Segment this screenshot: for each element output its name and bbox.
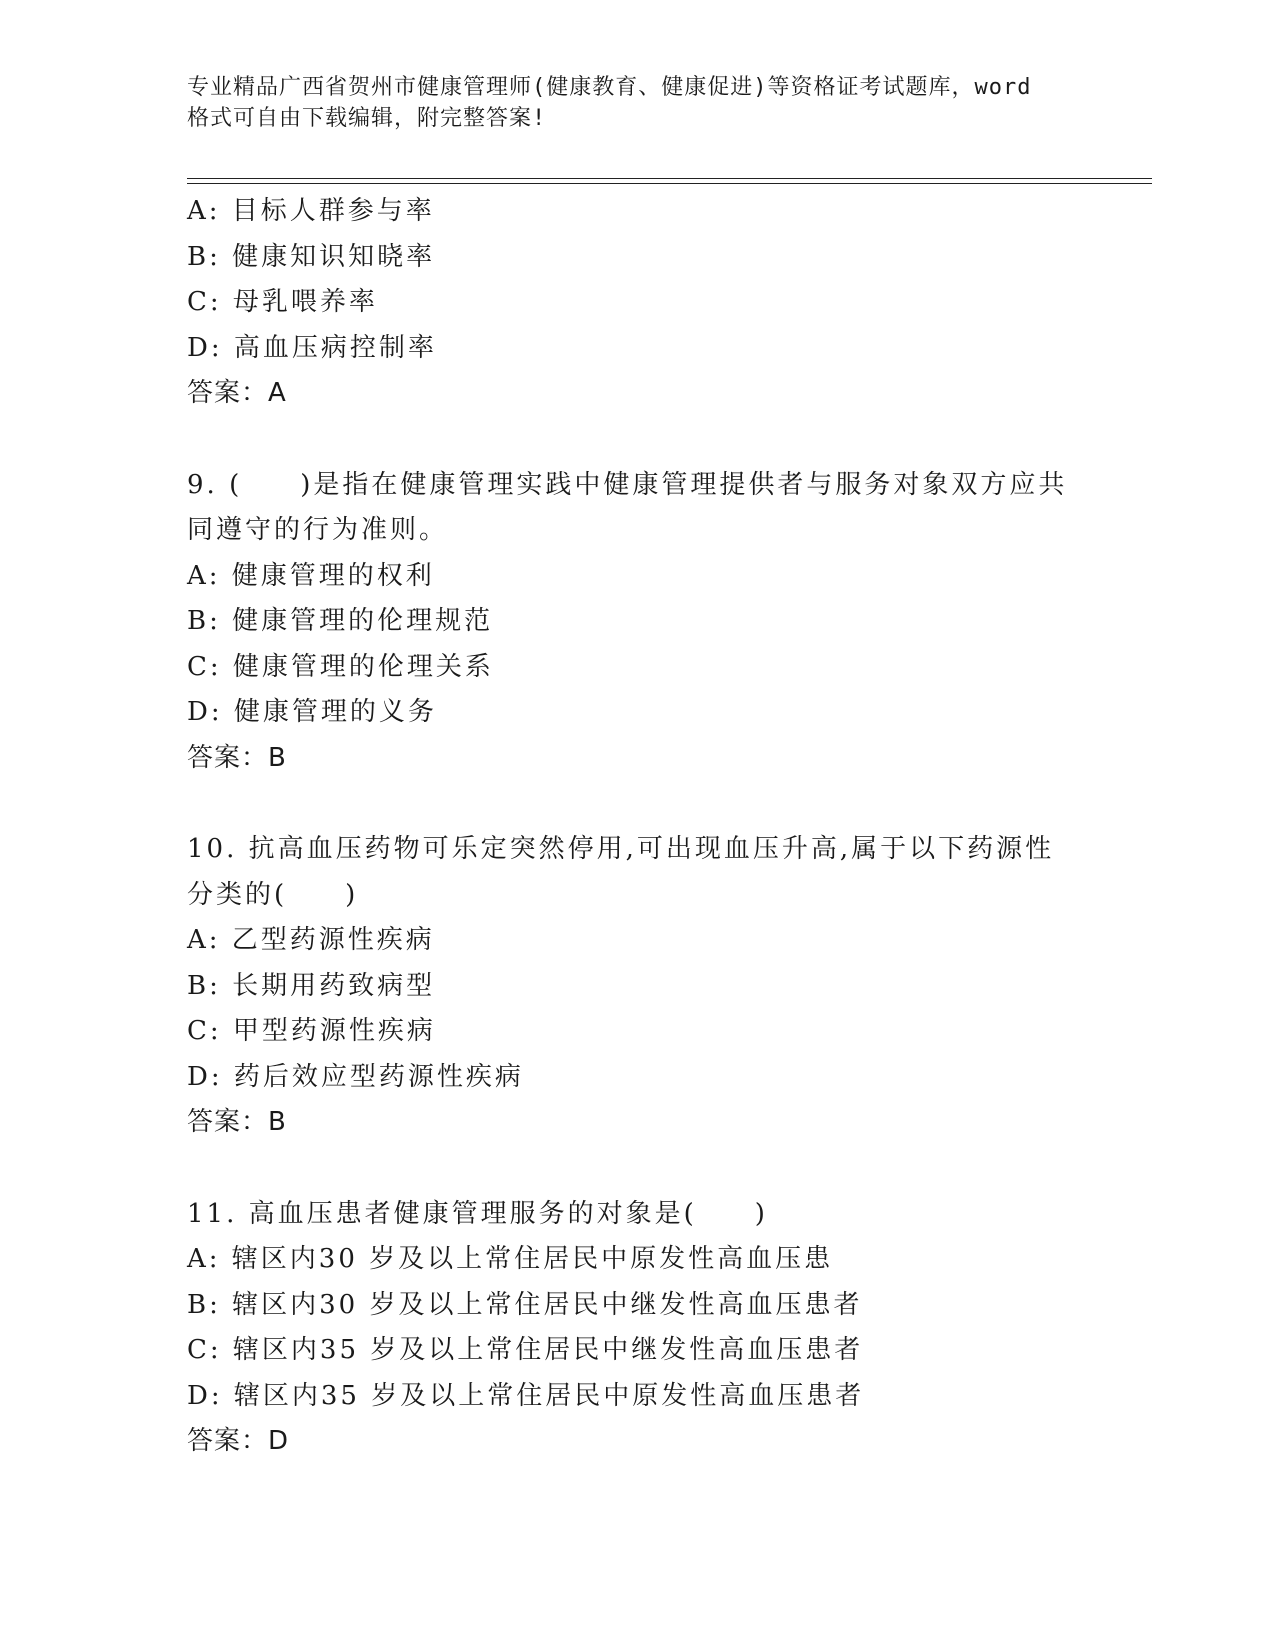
question-stem-line-2: 同遵守的行为准则。 xyxy=(187,515,449,545)
option-d: D: 辖区内35 岁及以上常住居民中原发性高血压患者 xyxy=(187,1380,865,1411)
option-d: D: 健康管理的义务 xyxy=(187,697,437,727)
option-c: C: 辖区内35 岁及以上常住居民中继发性高血压患者 xyxy=(187,1335,864,1365)
answer: 答案：D xyxy=(187,1426,290,1456)
question-stem-line-1: 9. ( )是指在健康管理实践中健康管理提供者与服务对象双方应共 xyxy=(187,469,1068,500)
option-d: D: 药后效应型药源性疾病 xyxy=(187,1061,524,1092)
option-c: C: 母乳喂养率 xyxy=(187,287,378,317)
question-stem-line-1: 10. 抗高血压药物可乐定突然停用,可出现血压升高,属于以下药源性 xyxy=(187,834,1055,864)
header-line-1: 专业精品广西省贺州市健康管理师(健康教育、健康促进)等资格证考试题库，word xyxy=(187,75,1032,100)
header-divider-top xyxy=(187,178,1152,179)
option-b: B: 长期用药致病型 xyxy=(187,970,436,1001)
answer: 答案：A xyxy=(187,378,287,408)
option-d: D: 高血压病控制率 xyxy=(187,332,437,363)
spacer xyxy=(187,781,1107,827)
answer: 答案：B xyxy=(187,742,287,773)
option-b: B: 辖区内30 岁及以上常住居民中继发性高血压患者 xyxy=(187,1289,863,1320)
option-a: A: 健康管理的权利 xyxy=(187,560,435,591)
question-8 xyxy=(187,189,1107,417)
question-stem-line-1: 11. 高血压患者健康管理服务的对象是( ) xyxy=(187,1198,768,1229)
question-10 xyxy=(187,827,1107,1146)
option-a: A: 乙型药源性疾病 xyxy=(187,925,435,955)
spacer xyxy=(187,417,1107,463)
question-9 xyxy=(187,463,1107,782)
question-11 xyxy=(187,1192,1107,1465)
page-header xyxy=(187,72,1117,134)
spacer xyxy=(187,1146,1107,1192)
option-b: B: 健康管理的伦理规范 xyxy=(187,606,494,636)
option-b: B: 健康知识知晓率 xyxy=(187,241,436,272)
option-a: A: 辖区内30 岁及以上常住居民中原发性高血压患 xyxy=(187,1244,834,1274)
header-divider-bottom xyxy=(187,183,1152,184)
answer: 答案：B xyxy=(187,1107,287,1137)
option-c: C: 健康管理的伦理关系 xyxy=(187,651,494,682)
option-a: A: 目标人群参与率 xyxy=(187,196,435,226)
header-line-2: 格式可自由下载编辑，附完整答案! xyxy=(187,106,547,131)
option-c: C: 甲型药源性疾病 xyxy=(187,1016,436,1046)
question-list xyxy=(187,189,1107,1465)
question-stem-line-2: 分类的( ) xyxy=(187,879,359,910)
